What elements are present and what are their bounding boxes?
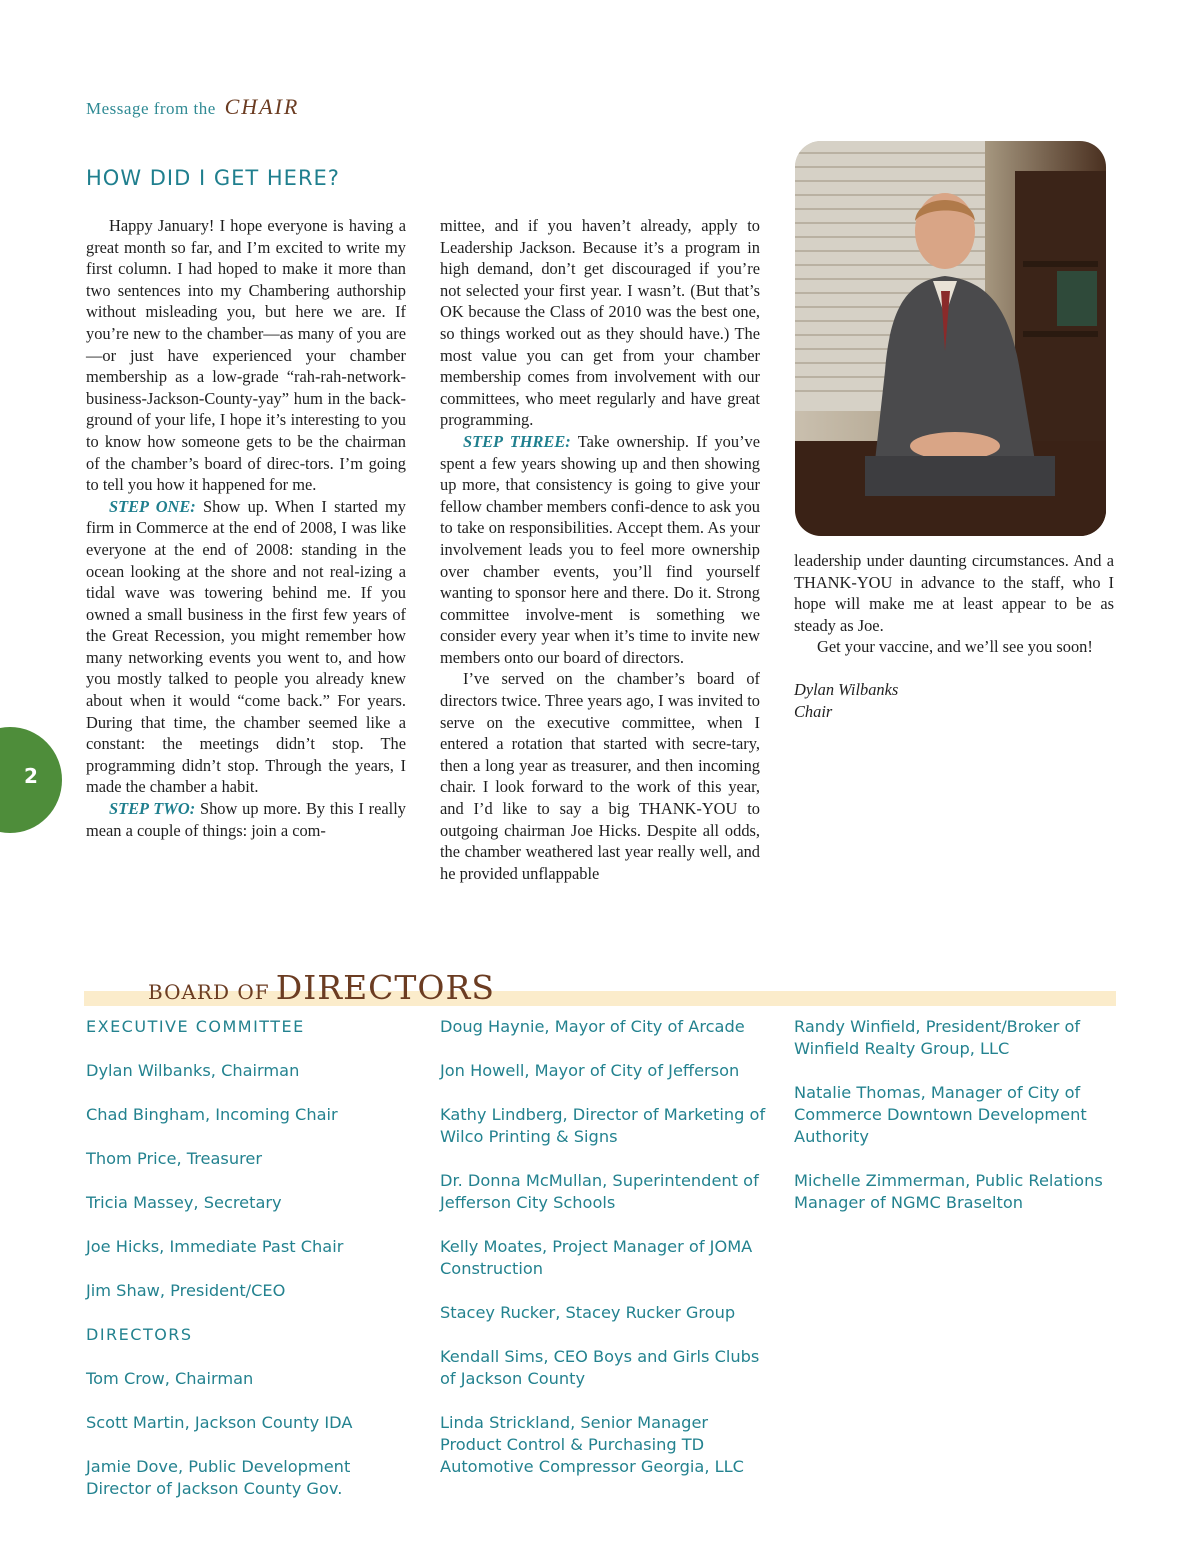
step-one-paragraph (86, 496, 406, 798)
board-title-big: DIRECTORS (275, 968, 495, 1007)
board-member: Tom Crow, Chairman (86, 1369, 254, 1388)
board-member: Kendall Sims, CEO Boys and Girls Clubs of Jackson County (440, 1347, 760, 1388)
board-column-3 (794, 1016, 1124, 1236)
section-label: Message from the (86, 99, 216, 118)
step-two-paragraph (86, 798, 406, 841)
step-three-text: Take ownership. If you’ve spent a few years showing up and then showing up more, that consistency is going to give your fellow chamber members confi-dence to ask you to take on responsibilities. Accept them. As your involvement leads you to feel more ownership over chamber events, you’ll find yourself wanting to sponsor here and there. Do it. Strong committee involve-ment is something we consider every year when it’s time to invite new members onto our board of directors. (440, 431, 760, 667)
board-member: Joe Hicks, Immediate Past Chair (86, 1237, 344, 1256)
board-member: Kathy Lindberg, Director of Marketing of Wilco Printing & Signs (440, 1105, 766, 1146)
step-two-label: STEP TWO: (109, 799, 196, 819)
board-member: Jim Shaw, President/CEO (86, 1281, 286, 1300)
article-column-2 (440, 215, 760, 884)
board-member: Stacey Rucker, Stacey Rucker Group (440, 1303, 736, 1322)
board-member: Thom Price, Treasurer (86, 1149, 263, 1168)
board-member: Doug Haynie, Mayor of City of Arcade (440, 1017, 745, 1036)
article-column-1 (86, 215, 406, 841)
article-column-3 (794, 550, 1114, 722)
chair-portrait-photo (795, 141, 1106, 536)
intro-paragraph: Happy January! I hope everyone is having a great month so far, and I’m excited to write my first column. I had hoped to make it more than two sentences into my Chambering authorship without misleading you, but here we are. If you’re new to the chamber—as many of you are—or just have experienced your chamber membership as a low-grade “rah-rah-network-business-Jackson-County-yay” hum in the back-ground of your life, I hope it’s interesting to you to know how someone gets to be the chairman of the chamber’s board of direc-tors. I’m going to tell you how it happened for me. (86, 216, 406, 495)
board-member: Dylan Wilbanks, Chairman (86, 1061, 300, 1080)
step-one-label: STEP ONE: (109, 496, 196, 516)
step-three-label: STEP THREE: (463, 431, 571, 451)
board-member: Jon Howell, Mayor of City of Jefferson (440, 1061, 740, 1080)
board-member: Dr. Donna McMullan, Superintendent of Jefferson City Schools (440, 1171, 759, 1212)
board-member: Natalie Thomas, Manager of City of Commerce Downtown Development Authority (794, 1083, 1087, 1146)
board-member: Randy Winfield, President/Broker of Winfield Realty Group, LLC (794, 1017, 1081, 1058)
board-member: Tricia Massey, Secretary (86, 1193, 282, 1212)
step-two-continued: mittee, and if you haven’t already, apply to Leadership Jackson. Because it’s a program in high demand, don’t get discouraged if you’re not selected your first year. I wasn’t. (But that’s OK because the Class of 2010 was the best one, so things worked out as they should have.) The most value you can get from your chamber membership comes from involvement with our committees, who meet regularly and have great programming. (440, 216, 760, 430)
board-member: Scott Martin, Jackson County IDA (86, 1413, 353, 1432)
board-member: Jamie Dove, Public Development Director of Jackson County Gov. (86, 1457, 351, 1498)
board-column-1 (86, 1016, 416, 1522)
board-member: Michelle Zimmerman, Public Relations Manager of NGMC Braselton (794, 1171, 1103, 1212)
directors-heading: DIRECTORS (86, 1325, 193, 1344)
board-title-small: BOARD OF (148, 980, 270, 1004)
closing-line: Get your vaccine, and we’ll see you soon! (817, 637, 1093, 657)
step-three-paragraph (440, 431, 760, 669)
section-emphasis: CHAIR (224, 94, 300, 119)
article-headline: HOW DID I GET HERE? (86, 166, 340, 190)
executive-committee-heading: EXECUTIVE COMMITTEE (86, 1017, 305, 1036)
page-number: 2 (24, 764, 38, 788)
board-column-2 (440, 1016, 770, 1500)
portrait-illustration (795, 141, 1106, 536)
board-member: Chad Bingham, Incoming Chair (86, 1105, 338, 1124)
board-member: Linda Strickland, Senior Manager Product Control & Purchasing TD Automotive Compressor Georgia, LLC (440, 1413, 744, 1476)
step-two-text: Show up more. By this I really mean a couple of things: join a com- (86, 799, 406, 840)
board-member: Kelly Moates, Project Manager of JOMA Construction (440, 1237, 753, 1278)
signature-name: Dylan Wilbanks (794, 679, 899, 699)
section-kicker (86, 94, 299, 120)
board-service-paragraph: I’ve served on the chamber’s board of directors twice. Three years ago, I was invited to serve on the executive committee, when I entered a rotation that started with secre-tary, then a long year as treasurer, and then incoming chair. I look forward to the work of this year, and I’d like to say a big THANK-YOU to outgoing chairman Joe Hicks. Despite all odds, the chamber weathered last year really well, and he provided unflappable (440, 669, 760, 883)
board-of-directors-title (148, 968, 495, 1007)
signature-title: Chair (794, 701, 833, 721)
step-one-text: Show up. When I started my firm in Commerce at the end of 2008, I was like everyone at the end of 2008: standing in the ocean looking at the shore and not real-izing a tidal wave was towering behind me. If you owned a small business in the first few years of the Great Recession, you might remember how many networking events you went to, and how you mostly talked to people you already knew about when it would “come back.” For years. During that time, the chamber seemed like a constant: the meetings didn’t stop. The programming didn’t stop. Through the years, I made the chamber a habit. (86, 496, 406, 797)
thanks-continued: leadership under daunting circumstances. And a THANK-YOU in advance to the staff, who I hope will make me at least appear to be as steady as Joe. (794, 551, 1114, 635)
